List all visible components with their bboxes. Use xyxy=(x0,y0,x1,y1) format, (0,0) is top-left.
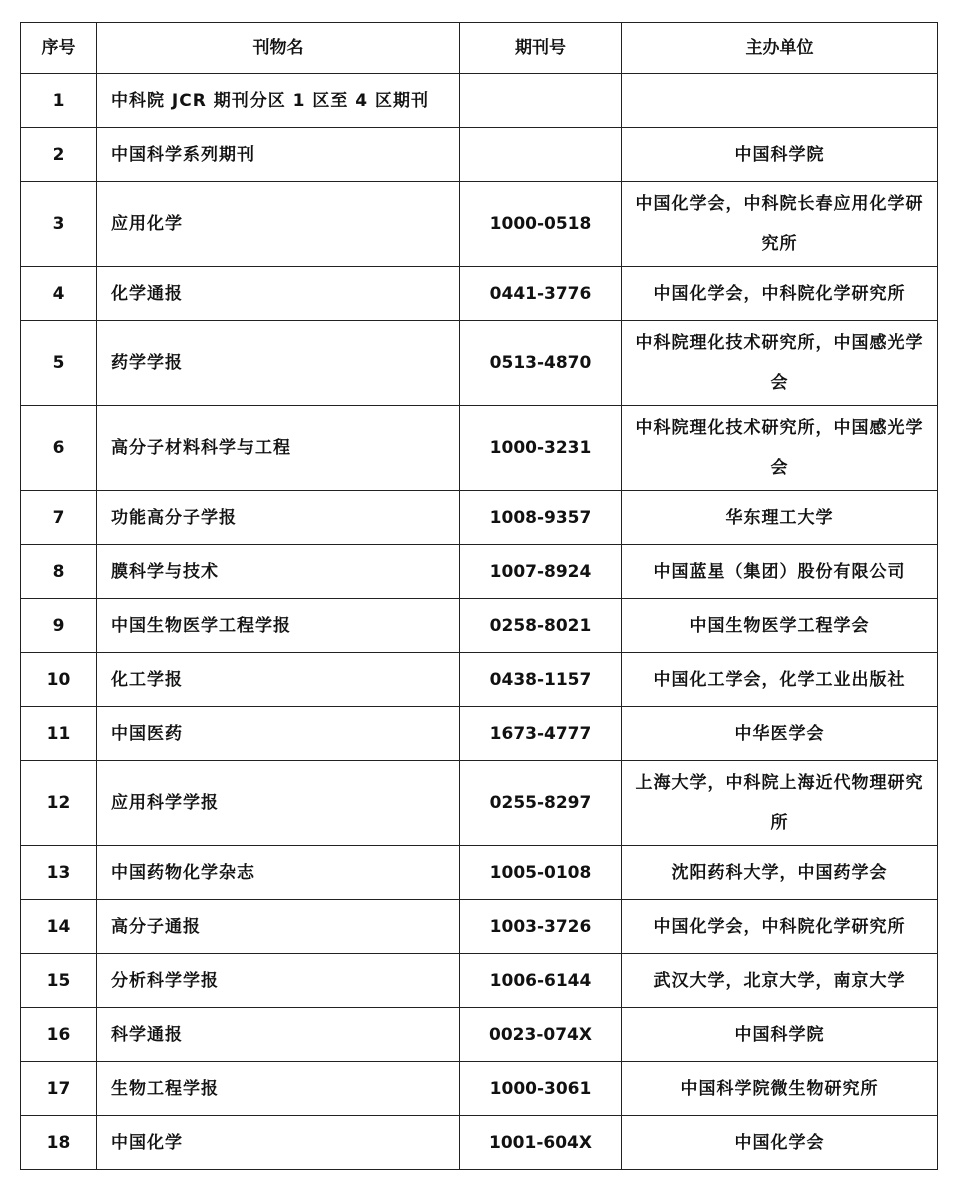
cell-name: 科学通报 xyxy=(97,1008,460,1062)
cell-issn: 1008-9357 xyxy=(460,491,622,545)
cell-org: 中国化学会，中科院化学研究所 xyxy=(622,267,938,321)
cell-issn: 0023-074X xyxy=(460,1008,622,1062)
cell-issn xyxy=(460,74,622,128)
cell-no: 18 xyxy=(21,1116,97,1170)
cell-name: 应用化学 xyxy=(97,182,460,267)
cell-org: 上海大学，中科院上海近代物理研究所 xyxy=(622,761,938,846)
journal-table xyxy=(20,22,938,1170)
cell-org: 中国化工学会，化学工业出版社 xyxy=(622,653,938,707)
table-row xyxy=(21,954,938,1008)
cell-issn: 0513-4870 xyxy=(460,321,622,406)
cell-no: 12 xyxy=(21,761,97,846)
table-row xyxy=(21,599,938,653)
cell-org: 华东理工大学 xyxy=(622,491,938,545)
cell-name: 中国科学系列期刊 xyxy=(97,128,460,182)
cell-issn: 0258-8021 xyxy=(460,599,622,653)
cell-issn: 1000-3061 xyxy=(460,1062,622,1116)
cell-name: 生物工程学报 xyxy=(97,1062,460,1116)
cell-name: 化工学报 xyxy=(97,653,460,707)
cell-no: 14 xyxy=(21,900,97,954)
header-issn: 期刊号 xyxy=(460,23,622,74)
cell-no: 6 xyxy=(21,406,97,491)
table-row xyxy=(21,128,938,182)
cell-org: 沈阳药科大学，中国药学会 xyxy=(622,846,938,900)
cell-org: 中国生物医学工程学会 xyxy=(622,599,938,653)
header-name: 刊物名 xyxy=(97,23,460,74)
cell-issn: 1006-6144 xyxy=(460,954,622,1008)
table-row xyxy=(21,761,938,846)
cell-org xyxy=(622,74,938,128)
cell-no: 8 xyxy=(21,545,97,599)
cell-issn xyxy=(460,128,622,182)
table-row xyxy=(21,267,938,321)
table-row xyxy=(21,491,938,545)
table-row xyxy=(21,321,938,406)
cell-issn: 0255-8297 xyxy=(460,761,622,846)
cell-name: 中国药物化学杂志 xyxy=(97,846,460,900)
cell-no: 17 xyxy=(21,1062,97,1116)
table-row xyxy=(21,406,938,491)
cell-no: 16 xyxy=(21,1008,97,1062)
table-row xyxy=(21,900,938,954)
cell-name: 中科院 JCR 期刊分区 1 区至 4 区期刊 xyxy=(97,74,460,128)
table-body xyxy=(21,74,938,1170)
header-org: 主办单位 xyxy=(622,23,938,74)
cell-issn: 1001-604X xyxy=(460,1116,622,1170)
cell-name: 化学通报 xyxy=(97,267,460,321)
cell-name: 应用科学学报 xyxy=(97,761,460,846)
cell-no: 11 xyxy=(21,707,97,761)
header-no: 序号 xyxy=(21,23,97,74)
cell-name: 中国生物医学工程学报 xyxy=(97,599,460,653)
cell-name: 中国化学 xyxy=(97,1116,460,1170)
cell-no: 3 xyxy=(21,182,97,267)
table-row xyxy=(21,707,938,761)
table-header-row xyxy=(21,23,938,74)
cell-no: 15 xyxy=(21,954,97,1008)
cell-org: 中国科学院微生物研究所 xyxy=(622,1062,938,1116)
cell-name: 膜科学与技术 xyxy=(97,545,460,599)
cell-issn: 1005-0108 xyxy=(460,846,622,900)
table-row xyxy=(21,1116,938,1170)
cell-name: 分析科学学报 xyxy=(97,954,460,1008)
cell-org: 中科院理化技术研究所，中国感光学会 xyxy=(622,321,938,406)
cell-name: 高分子材料科学与工程 xyxy=(97,406,460,491)
table-row xyxy=(21,1062,938,1116)
table-row xyxy=(21,545,938,599)
cell-org: 中国科学院 xyxy=(622,128,938,182)
cell-issn: 1000-0518 xyxy=(460,182,622,267)
cell-no: 13 xyxy=(21,846,97,900)
cell-org: 中科院理化技术研究所，中国感光学会 xyxy=(622,406,938,491)
cell-org: 中国化学会，中科院长春应用化学研究所 xyxy=(622,182,938,267)
cell-org: 中国化学会 xyxy=(622,1116,938,1170)
table-row xyxy=(21,846,938,900)
cell-issn: 1000-3231 xyxy=(460,406,622,491)
cell-org: 中国科学院 xyxy=(622,1008,938,1062)
cell-issn: 1673-4777 xyxy=(460,707,622,761)
table-row xyxy=(21,653,938,707)
cell-no: 1 xyxy=(21,74,97,128)
cell-org: 中华医学会 xyxy=(622,707,938,761)
cell-issn: 0438-1157 xyxy=(460,653,622,707)
cell-name: 高分子通报 xyxy=(97,900,460,954)
table-row xyxy=(21,1008,938,1062)
cell-org: 武汉大学，北京大学，南京大学 xyxy=(622,954,938,1008)
cell-name: 药学学报 xyxy=(97,321,460,406)
table-row xyxy=(21,182,938,267)
table-row xyxy=(21,74,938,128)
cell-no: 7 xyxy=(21,491,97,545)
cell-no: 10 xyxy=(21,653,97,707)
cell-no: 9 xyxy=(21,599,97,653)
cell-issn: 0441-3776 xyxy=(460,267,622,321)
cell-name: 中国医药 xyxy=(97,707,460,761)
cell-no: 2 xyxy=(21,128,97,182)
cell-issn: 1003-3726 xyxy=(460,900,622,954)
cell-name: 功能高分子学报 xyxy=(97,491,460,545)
cell-no: 5 xyxy=(21,321,97,406)
cell-org: 中国化学会，中科院化学研究所 xyxy=(622,900,938,954)
cell-issn: 1007-8924 xyxy=(460,545,622,599)
cell-org: 中国蓝星（集团）股份有限公司 xyxy=(622,545,938,599)
cell-no: 4 xyxy=(21,267,97,321)
